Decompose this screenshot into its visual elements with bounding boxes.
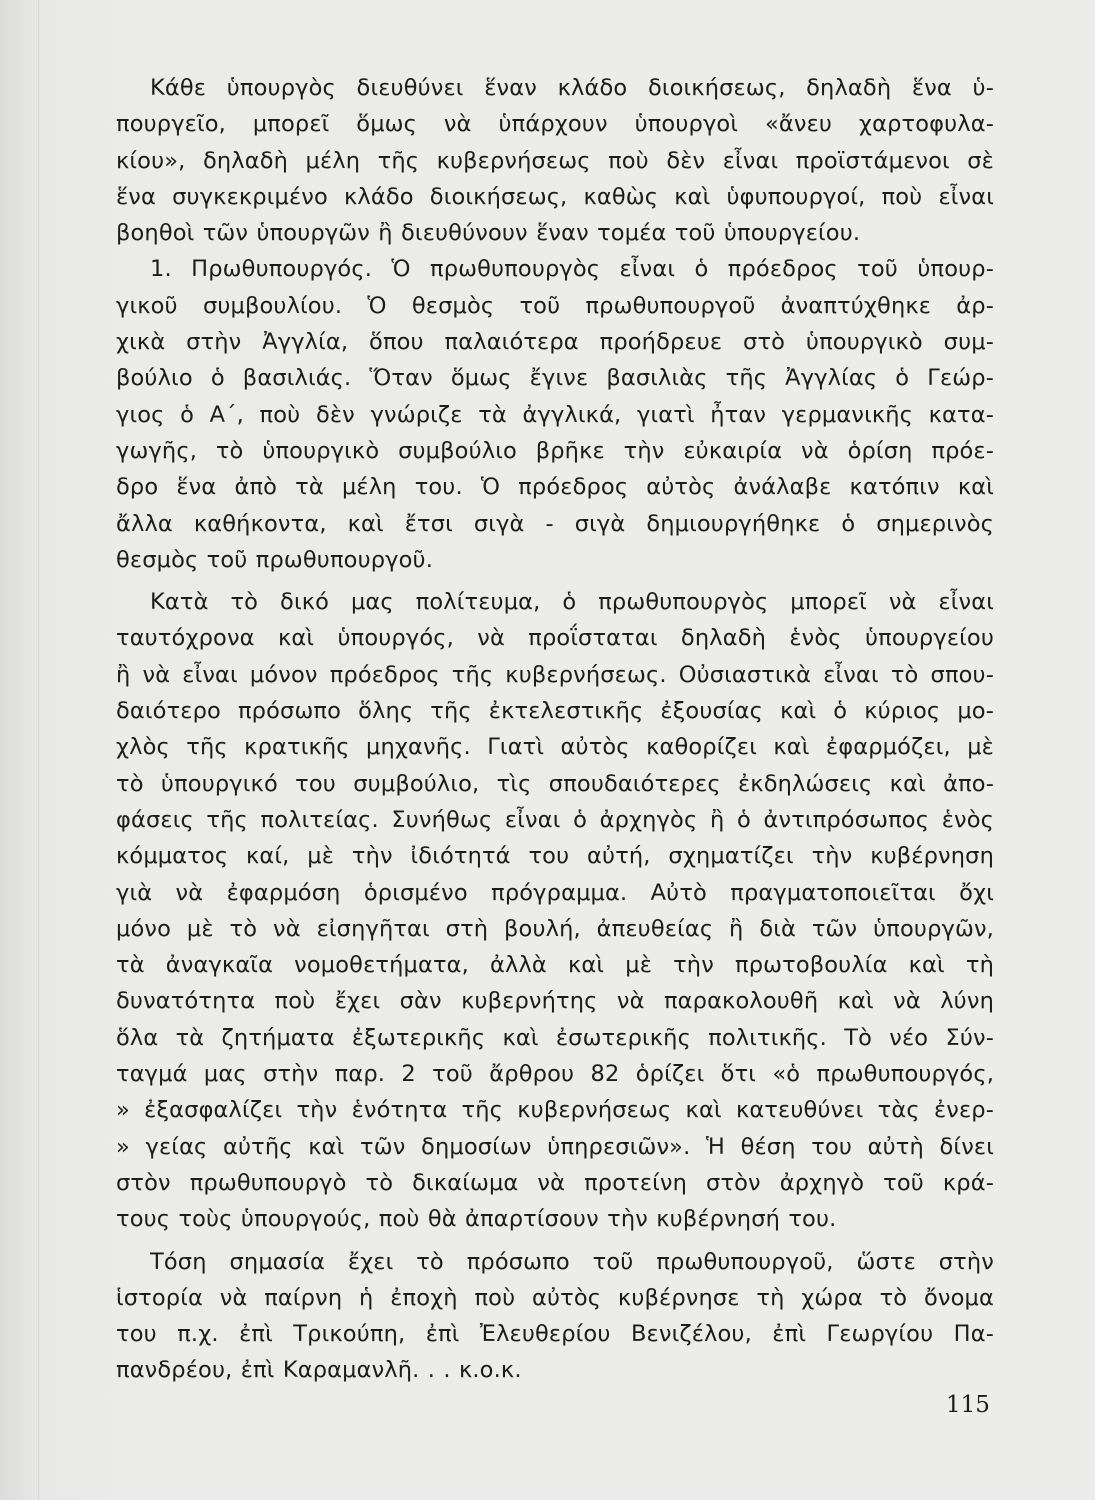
text-line: Κάθε ὑπουργὸς διευθύνει ἕναν κλάδο διοικήσεως, δηλαδὴ ἕνα ὑ-	[150, 75, 994, 101]
body-text	[116, 70, 994, 1389]
text-line: Κατὰ τὸ δικό μας πολίτευμα, ὁ πρωθυπουργὸς μπορεῖ νὰ εἶναι	[150, 589, 994, 616]
text-line: 1. Πρωθυπουργός. Ὁ πρωθυπουργὸς εἶναι ὁ πρόεδρος τοῦ ὑπουρ-	[150, 256, 994, 283]
text-line: κόμματος καί, μὲ τὴν ἰδιότητά του αὐτή, σχηματίζει τὴν κυβέρνηση	[116, 843, 994, 870]
paragraph	[116, 70, 994, 251]
text-line: ὅλα τὰ ζητήματα ἐξωτερικῆς καὶ ἐσωτερικῆς πολιτικῆς. Τὸ νέο Σύν-	[116, 1024, 994, 1051]
text-line: γιὰ νὰ ἐφαρμόση ὁρισμένο πρόγραμμα. Αὐτὸ πραγματοποιεῖται ὄχι	[116, 879, 994, 906]
text-line: » γείας αὐτῆς καὶ τῶν δημοσίων ὑπηρεσιῶν». Ἡ θέση του αὐτὴ δίνει	[116, 1133, 994, 1160]
paragraph	[116, 251, 994, 578]
text-line: ταγμά μας στὴν παρ. 2 τοῦ ἄρθρου 82 ὁρίζει ὅτι «ὁ πρωθυπουργός,	[116, 1061, 994, 1088]
text-line: δυνατότητα ποὺ ἔχει σὰν κυβερνήτης νὰ παρακολουθῆ καὶ νὰ λύνη	[116, 988, 994, 1015]
text-line: Τόση σημασία ἔχει τὸ πρόσωπο τοῦ πρωθυπουργοῦ, ὥστε στὴν	[150, 1248, 994, 1275]
text-line: » ἐξασφαλίζει τὴν ἑνότητα τῆς κυβερνήσεως καὶ κατευθύνει τὰς ἐνερ-	[116, 1097, 994, 1124]
text-line: χικὰ στὴν Ἀγγλία, ὅπου παλαιότερα προήδρευε στὸ ὑπουργικὸ συμ-	[116, 329, 994, 356]
text-line: γικοῦ συμβουλίου. Ὁ θεσμὸς τοῦ πρωθυπουργοῦ ἀναπτύχθηκε ἀρ-	[116, 292, 994, 319]
paragraph	[116, 1244, 994, 1389]
page-binding-shadow	[38, 0, 39, 1500]
text-line: βούλιο ὁ βασιλιάς. Ὅταν ὅμως ἔγινε βασιλιὰς τῆς Ἀγγλίας ὁ Γεώρ-	[116, 365, 994, 392]
text-line: πανδρέου, ἐπὶ Καραμανλῆ. . . κ.ο.κ.	[116, 1357, 522, 1384]
text-line: ἄλλα καθήκοντα, καὶ ἔτσι σιγὰ - σιγὰ δημιουργήθηκε ὁ σημερινὸς	[116, 510, 994, 537]
text-line: γιος ὁ Α΄, ποὺ δὲν γνώριζε τὰ ἀγγλικά, γιατὶ ἦταν γερμανικῆς κατα-	[116, 401, 994, 428]
text-line: φάσεις τῆς πολιτείας. Συνήθως εἶναι ὁ ἀρχηγὸς ἢ ὁ ἀντιπρόσωπος ἑνὸς	[116, 806, 994, 833]
text-line: τὰ ἀναγκαῖα νομοθετήματα, ἀλλὰ καὶ μὲ τὴν πρωτοβουλία καὶ τὴ	[116, 952, 994, 979]
text-line: ἱστορία νὰ παίρνη ἡ ἐποχὴ ποὺ αὐτὸς κυβέρνησε τὴ χώρα τὸ ὄνομα	[116, 1284, 994, 1311]
text-line: χλὸς τῆς κρατικῆς μηχανῆς. Γιατὶ αὐτὸς καθορίζει καὶ ἐφαρμόζει, μὲ	[116, 734, 994, 761]
text-line: βοηθοὶ τῶν ὑπουργῶν ἢ διευθύνουν ἕναν τομέα τοῦ ὑπουργείου.	[116, 220, 861, 247]
text-line: τὸ ὑπουργικό του συμβούλιο, τὶς σπουδαιότερες ἐκδηλώσεις καὶ ἀπο-	[116, 770, 994, 797]
text-line: στὸν πρωθυπουργὸ τὸ δικαίωμα νὰ προτείνη στὸν ἀρχηγὸ τοῦ κρά-	[116, 1169, 994, 1196]
text-line: γωγῆς, τὸ ὑπουργικὸ συμβούλιο βρῆκε τὴν εὐκαιρία νὰ ὁρίση πρόε-	[116, 437, 994, 464]
page-number: 115	[946, 1392, 990, 1418]
text-line: δαιότερο πρόσωπο ὅλης τῆς ἐκτελεστικῆς ἐξουσίας καὶ ὁ κύριος μο-	[116, 698, 994, 725]
text-line: τους τοὺς ὑπουργούς, ποὺ θὰ ἀπαρτίσουν τὴν κυβέρνησή του.	[116, 1206, 837, 1233]
text-line: του π.χ. ἐπὶ Τρικούπη, ἐπὶ Ἐλευθερίου Βενιζέλου, ἐπὶ Γεωργίου Πα-	[116, 1321, 994, 1348]
text-line: μόνο μὲ τὸ νὰ εἰσηγῆται στὴ βουλή, ἀπευθείας ἢ διὰ τῶν ὑπουργῶν,	[116, 915, 994, 942]
text-line: ἕνα συγκεκριμένο κλάδο διοικήσεως, καθὼς καὶ ὑφυπουργοί, ποὺ εἶναι	[116, 183, 994, 210]
text-line: κίου», δηλαδὴ μέλη τῆς κυβερνήσεως ποὺ δὲν εἶναι προϊστάμενοι σὲ	[116, 147, 994, 174]
text-line: πουργεῖο, μπορεῖ ὅμως νὰ ὑπάρχουν ὑπουργοὶ «ἄνευ χαρτοφυλα-	[116, 111, 994, 138]
text-line: ἢ νὰ εἶναι μόνον πρόεδρος τῆς κυβερνήσεως. Οὐσιαστικὰ εἶναι τὸ σπου-	[116, 661, 994, 688]
text-line: θεσμὸς τοῦ πρωθυπουργοῦ.	[116, 546, 434, 573]
text-line: δρο ἕνα ἀπὸ τὰ μέλη του. Ὁ πρόεδρος αὐτὸς ἀνάλαβε κατόπιν καὶ	[116, 474, 994, 501]
paragraph	[116, 584, 994, 1237]
text-line: ταυτόχρονα καὶ ὑπουργός, νὰ προΐσταται δηλαδὴ ἑνὸς ὑπουργείου	[116, 625, 994, 652]
